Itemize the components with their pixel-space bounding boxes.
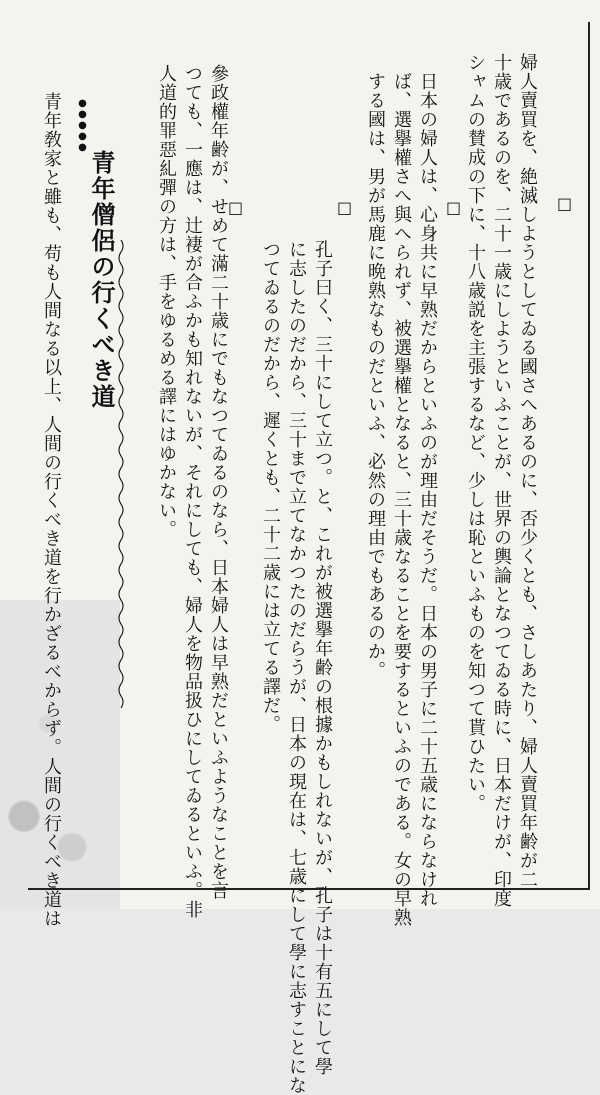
text-column-4: 日本の婦人は、心身共に早熟だからといふのが理由だそうだ。日本の男子に二十五歳にならなけれ [417, 72, 438, 908]
text-column-10: 參政權年齢が、せめて滿二十歳にでもなつてゐるのなら、日本婦人は早熟だといふようなことを言 [208, 64, 229, 900]
text-column-12: 人道的罪惡糺彈の方は、手をゆるめる譯にはゆかない。 [156, 64, 177, 539]
section-mark-2: □ [446, 198, 462, 217]
wavy-rule [115, 240, 127, 710]
text-column-3: シャムの賛成の下に、十八歳説を主張するなど、少しは恥といふものを知つて貰ひたい。 [465, 53, 486, 813]
text-column-6: する國は、男が馬鹿に晩熟なものだといふ、必然の理由でもあるのか。 [365, 72, 386, 680]
text-column-5: ば、選擧權さへ與へられず、被選擧權となると、三十歳なることを要するといふのである。女の早熟 [391, 72, 412, 927]
text-column-9: つてゐるのだから、遲くとも、二十二歳には立てる譯だ。 [260, 240, 281, 734]
section-mark-3: □ [337, 198, 353, 217]
section-mark-4: □ [228, 198, 244, 217]
emphasis-dots: ●●●●● [77, 98, 88, 153]
text-column-13: 青年敎家と雖も、苟も人間なる以上、人間の行くべき道を行かざるべからず。人間の行くべき道は [41, 92, 62, 928]
section-heading: 青年僧侶の行くべき道 [87, 150, 116, 410]
text-column-2: 十歳であるのを、二十一歳にしようといふことが、世界の輿論となつてゐる時に、日本だけが、印度 [491, 53, 512, 908]
text-column-8: に志したのだから、三十まで立てなかつたのだらうが、日本の現在は、七歳にして學に志すことにな [286, 240, 307, 1095]
text-column-1: 婦人賣買を、絶滅しようとしてゐる國さへあるのに、否少くとも、さしあたり、婦人賣買年齢が二 [517, 53, 538, 889]
text-column-11: つても、一應は、辻褄が合ふかも知れないが、それにしても、婦人を物品扱ひにしてゐるといふ。非 [182, 64, 203, 919]
section-mark-1: □ [557, 194, 573, 213]
text-column-7: 孔子曰く、三十にして立つ。と、これが被選擧年齢の根據かもしれないが、孔子は十有五にして學 [312, 240, 333, 1076]
